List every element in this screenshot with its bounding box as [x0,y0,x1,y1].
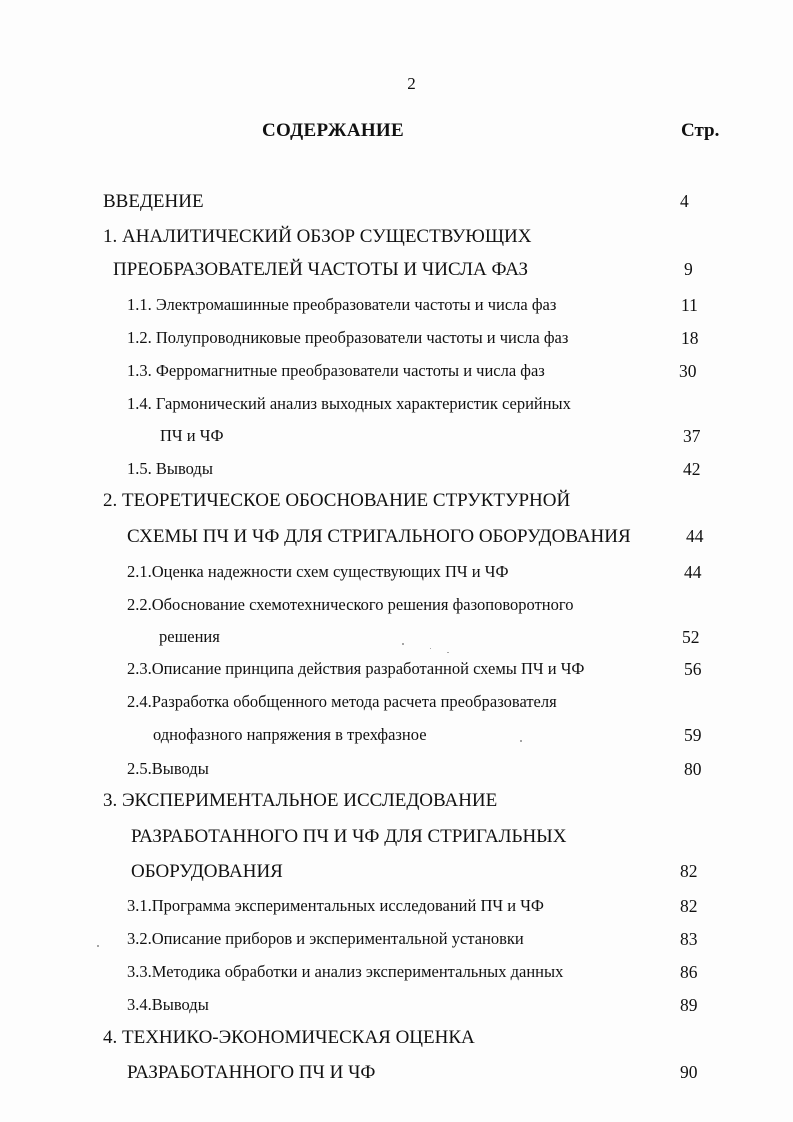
toc-chapter-2-title-cont: СХЕМЫ ПЧ И ЧФ ДЛЯ СТРИГАЛЬНОГО ОБОРУДОВАНИЯ [127,526,631,547]
toc-section-1-2: 1.2. Полупроводниковые преобразователи частоты и числа фаз [127,328,569,347]
toc-section-2-4-cont: однофазного напряжения в трехфазное [153,725,427,744]
toc-section-3-1: 3.1.Программа экспериментальных исследований ПЧ и ЧФ [127,896,544,915]
toc-chapter-3-title: 3. ЭКСПЕРИМЕНТАЛЬНОЕ ИССЛЕДОВАНИЕ [103,790,498,811]
toc-section-2-4: 2.4.Разработка обобщенного метода расчета преобразователя [127,692,557,711]
scan-speck [520,740,522,742]
toc-chapter-1-title-cont: ПРЕОБРАЗОВАТЕЛЕЙ ЧАСТОТЫ И ЧИСЛА ФАЗ [113,259,529,280]
scan-speck [402,643,404,645]
toc-section-3-3: 3.3.Методика обработки и анализ экспериментальных данных [127,962,564,981]
toc-page-number: 59 [684,725,702,745]
toc-section-2-1: 2.1.Оценка надежности схем существующих ПЧ и ЧФ [127,562,509,581]
toc-chapter-1-title: 1. АНАЛИТИЧЕСКИЙ ОБЗОР СУЩЕСТВУЮЩИХ [103,226,532,247]
toc-section-2-3: 2.3.Описание принципа действия разработанной схемы ПЧ и ЧФ [127,659,585,678]
toc-section-1-5: 1.5. Выводы [127,459,213,478]
toc-page-number: 82 [680,861,698,881]
toc-chapter-2-title: 2. ТЕОРЕТИЧЕСКОЕ ОБОСНОВАНИЕ СТРУКТУРНОЙ [103,490,571,511]
toc-page-number: 42 [683,459,701,479]
toc-page-number: 44 [686,526,704,546]
toc-page-number: 9 [684,259,693,279]
toc-chapter-3-title-cont: РАЗРАБОТАННОГО ПЧ И ЧФ ДЛЯ СТРИГАЛЬНЫХ [131,826,567,847]
toc-chapter-4-title: 4. ТЕХНИКО-ЭКОНОМИЧЕСКАЯ ОЦЕНКА [103,1027,475,1048]
toc-page-number: 37 [683,426,701,446]
toc-page-number: 83 [680,929,698,949]
toc-page-number: 86 [680,962,698,982]
toc-chapter-4-title-cont: РАЗРАБОТАННОГО ПЧ И ЧФ [127,1062,376,1083]
toc-section-2-2: 2.2.Обоснование схемотехнического решения фазоповоротного [127,595,574,614]
toc-page-number: 4 [680,191,689,211]
toc-page-number: 89 [680,995,698,1015]
toc-chapter-3-title-cont-2: ОБОРУДОВАНИЯ [131,861,283,882]
toc-page-number: 56 [684,659,702,679]
toc-page-number: 44 [684,562,702,582]
page-number: 2 [407,74,416,93]
toc-section-1-4: 1.4. Гармонический анализ выходных характеристик серийных [127,394,571,413]
toc-section-3-4: 3.4.Выводы [127,995,209,1014]
scan-speck [447,652,449,653]
toc-page-number: 18 [681,328,699,348]
toc-page-number: 52 [682,627,700,647]
toc-page-number: 82 [680,896,698,916]
toc-section-3-2: 3.2.Описание приборов и экспериментальной установки [127,929,524,948]
toc-section-2-5: 2.5.Выводы [127,759,209,778]
contents-heading: СОДЕРЖАНИЕ [262,120,404,141]
toc-section-2-2-cont: решения [159,627,220,646]
page-column-label: Стр. [681,120,720,141]
toc-page-number: 80 [684,759,702,779]
toc-entry-introduction: ВВЕДЕНИЕ [103,191,204,212]
toc-section-1-1: 1.1. Электромашинные преобразователи частоты и числа фаз [127,295,557,314]
toc-page-number: 90 [680,1062,698,1082]
scan-speck [97,945,99,947]
scan-speck [430,648,431,649]
toc-page-number: 11 [681,295,698,315]
toc-section-1-4-cont: ПЧ и ЧФ [160,426,224,445]
toc-section-1-3: 1.3. Ферромагнитные преобразователи частоты и числа фаз [127,361,545,380]
toc-page-number: 30 [679,361,697,381]
